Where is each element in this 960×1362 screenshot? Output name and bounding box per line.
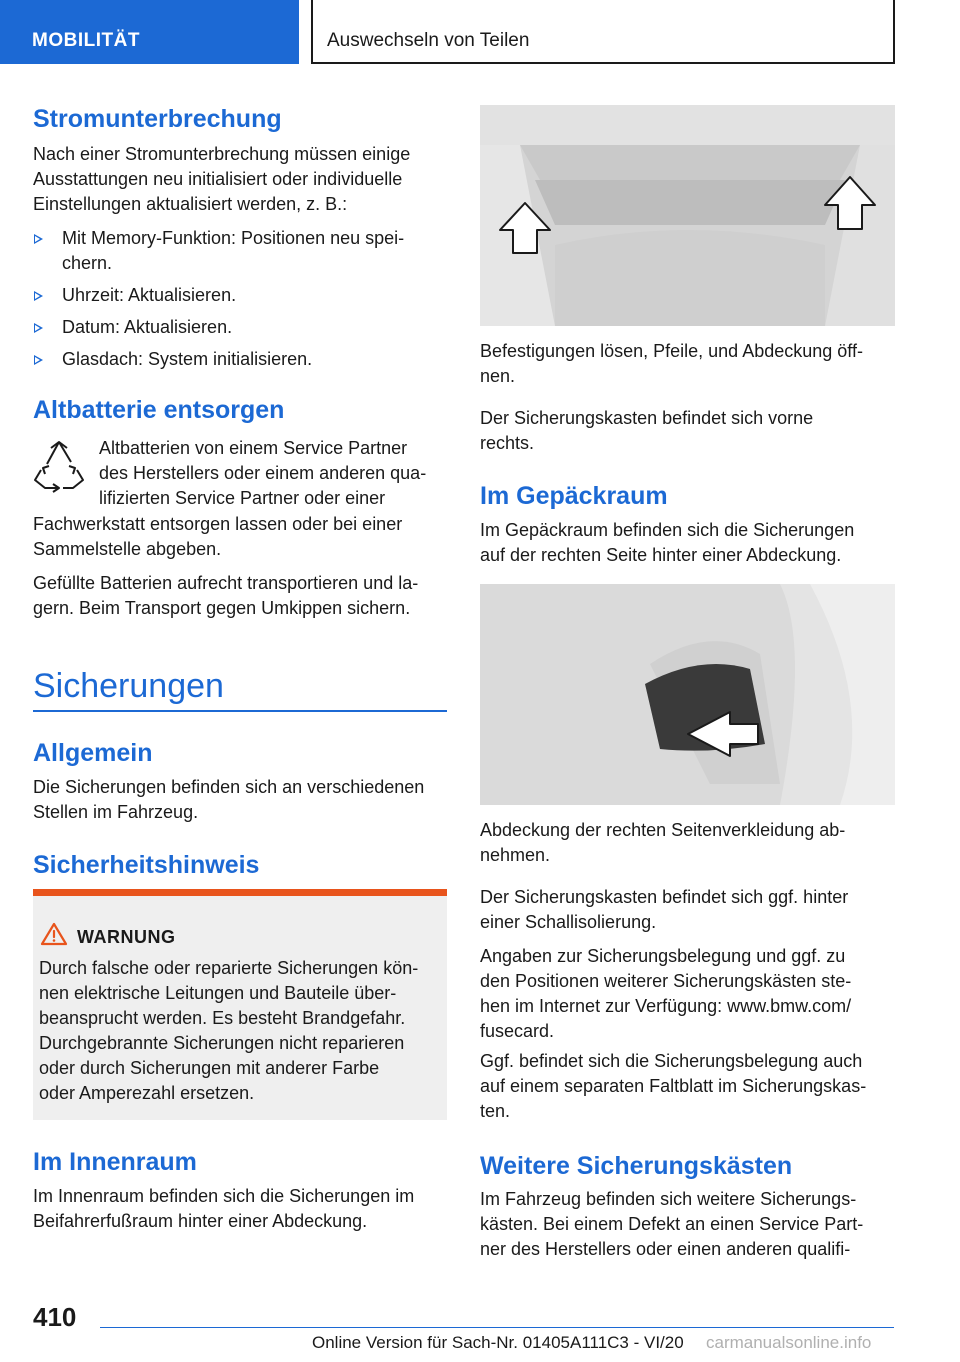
altbatterie-transport-text: Gefüllte Batterien aufrecht transportieren und la- gern. Beim Transport gegen Umkippen sichern. [33,573,419,618]
warning-title: WARNUNG [77,927,176,947]
heading-sicherungen: Sicherungen [33,667,224,705]
faltblatt-text: Ggf. befindet sich die Sicherungsbelegung auch auf einem separaten Faltblatt im Sicherungskas- ten. [480,1051,867,1121]
bullet-triangle-icon [34,291,43,301]
heading-altbatterie: Altbatterie entsorgen [33,396,285,424]
warning-triangle-icon [40,922,68,946]
fuse-cover-photo [480,105,895,326]
trunk-panel-photo [480,584,895,805]
fusebox-location-text: Der Sicherungskasten befindet sich vorne rechts. [480,408,814,453]
warning-box [33,889,447,1120]
heading-weitere-sicherungskaesten: Weitere Sicherungskästen [480,1152,793,1180]
footer-watermark: carmanualsonline.info [706,1333,872,1352]
schallisolierung-text: Der Sicherungskasten befindet sich ggf. hinter einer Schallisolierung. [480,887,849,932]
list-item: Mit Memory-Funktion: Positionen neu spei- chern. [33,226,453,276]
allgemein-text: Die Sicherungen befinden sich an verschiedenen Stellen im Fahrzeug. [33,777,425,822]
heading-gepaeckraum: Im Gepäckraum [480,482,668,510]
fusecard-text: Angaben zur Sicherungsbelegung und ggf. zu den Positionen weiterer Sicherungskästen ste- hen im Internet zur Verfügung: www.bmw.com/ fusecard. [480,946,852,1041]
bullet-triangle-icon [34,355,43,365]
heading-innenraum: Im Innenraum [33,1148,197,1176]
list-item: Glasdach: System initialisieren. [33,347,453,372]
warning-text: Durch falsche oder reparierte Sicherungen kön- nen elektrische Leitungen und Bauteile über- beansprucht werden. Es besteht Brandgefahr. Durchgebrannte Sicherungen nicht reparieren oder durch Sicherungen mit anderer Farbe oder Amperezahl ersetzen. [39,958,419,1103]
header-chapter-title: Auswechseln von Teilen [311,0,895,64]
gepaeckraum-text: Im Gepäckraum befinden sich die Sicherungen auf der rechten Seite hinter einer Abdeckung. [480,520,855,565]
heading-sicherheitshinweis: Sicherheitshinweis [33,851,260,879]
stromunterbrechung-list [33,226,453,379]
stromunterbrechung-intro: Nach einer Stromunterbrechung müssen einige Ausstattungen neu initialisiert oder individuelle Einstellungen aktualisiert werden, z. B.: [33,144,411,214]
footer-online-version: Online Version für Sach-Nr. 01405A111C3 - VI/20 [312,1333,684,1352]
heading-stromunterbrechung: Stromunterbrechung [33,105,282,133]
weitere-text: Im Fahrzeug befinden sich weitere Sicherungs- kästen. Bei einem Defekt an einen Service Part- ner des Herstellers oder einen anderen qualifi- [480,1189,864,1259]
header-section-label: MOBILITÄT [0,0,299,64]
heading-allgemein: Allgemein [33,739,153,767]
caption-fuse-cover: Befestigungen lösen, Pfeile, und Abdeckung öff- nen. [480,341,863,386]
list-item: Uhrzeit: Aktualisieren. [33,283,453,308]
altbatterie-text-indented: Altbatterien von einem Service Partner des Herstellers oder einem anderen qua- lifizierten Service Partner oder einer [99,438,427,508]
caption-trunk-panel: Abdeckung der rechten Seitenverkleidung ab- nehmen. [480,820,846,865]
list-item: Datum: Aktualisieren. [33,315,453,340]
altbatterie-text: Fachwerkstatt entsorgen lassen oder bei einer Sammelstelle abgeben. [33,514,403,559]
recycling-icon [33,440,85,494]
footer-rule [100,1327,894,1328]
bullet-triangle-icon [34,323,43,333]
section-rule [33,710,447,712]
page-number: 410 [33,1302,77,1332]
innenraum-text: Im Innenraum befinden sich die Sicherungen im Beifahrerfußraum hinter einer Abdeckung. [33,1186,415,1231]
bullet-triangle-icon [34,234,43,244]
